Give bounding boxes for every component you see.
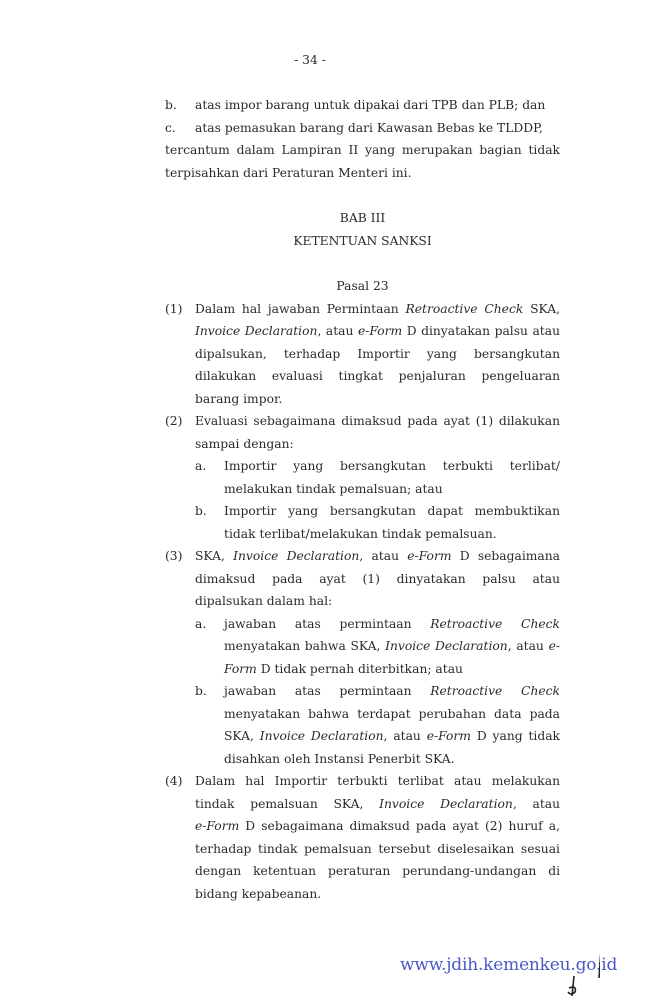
text-line [195,343,560,366]
clause-number: (2) [165,414,183,428]
text-segment: menyatakan bahwa SKA, [224,639,386,653]
italic-term: Form [224,661,257,676]
text-segment: barang impor. [195,391,283,406]
clause-number: (4) [165,774,183,788]
text-segment: Dalam hal jawaban Permintaan [195,301,406,316]
italic-term: Invoice Declaration [379,796,513,811]
clause-text [195,298,560,411]
text-line [224,613,560,636]
clause-text [224,455,560,500]
list-item-label: c. [165,120,176,135]
italic-term: Invoice Declaration [195,324,318,338]
text-line [224,725,560,748]
text-line [195,883,560,906]
clause-text [224,680,560,770]
text-segment: jawaban atas permintaan [224,616,431,631]
text-segment: dimaksud pada ayat (1) dinyatakan palsu atau [195,571,560,586]
text-line [195,838,560,861]
text-line [224,635,560,658]
clause-text [224,500,560,545]
text-segment: bidang kepabeanan. [195,886,322,901]
sub-item [195,613,560,681]
list-item-text: atas pemasukan barang dari Kawasan Bebas ke TLDDP, [195,120,543,135]
document-body [165,94,560,905]
italic-term: Invoice Declaration [259,729,384,743]
text-segment: tidak terlibat/melakukan tindak pemalsuan. [224,526,497,541]
text-segment: D yang tidak [470,729,560,743]
text-line [224,523,560,546]
text-segment: terhadap tindak pemalsuan tersebut diselesaikan sesuai [195,841,560,856]
clause [165,410,560,545]
text-line [195,410,560,433]
sub-item [195,680,560,770]
text-segment: disahkan oleh Instansi Penerbit SKA. [224,751,455,766]
text-segment: D dinyatakan palsu atau [402,324,560,338]
italic-term: Invoice Declaration [233,549,360,563]
text-segment: SKA, [224,729,260,743]
clause-text [224,613,560,681]
list-item-label: b. [165,98,177,112]
text-segment: dilakukan evaluasi tingkat penjaluran pengeluaran [195,369,560,383]
text-segment: , atau [512,796,561,811]
text-line [195,388,560,411]
text-segment: SKA, [523,301,560,316]
text-segment: SKA, [195,549,234,563]
text-line [195,568,560,591]
text-segment: , atau [383,729,427,743]
clause [165,298,560,411]
article-title: Pasal 23 [336,279,389,293]
text-line [195,320,560,343]
sub-item-label: b. [195,504,207,518]
text-segment: , atau [507,639,549,653]
text-segment: D sebagaimana [451,549,560,563]
text-segment: dipalsukan, terhadap Importir yang bersangkutan [195,346,560,361]
text-segment: Importir yang bersangkutan dapat membuktikan [224,504,560,518]
text-segment: tindak pemalsuan SKA, [195,796,380,811]
clause-number: (3) [165,549,183,563]
text-line [224,748,560,771]
sub-item-label: a. [195,459,207,473]
sub-item-label: a. [195,616,207,631]
chapter-number: BAB III [339,211,386,225]
text-segment: menyatakan bahwa terdapat perubahan data pada [224,706,560,721]
italic-term: Invoice Declaration [385,639,508,653]
italic-term: Retroactive Check [430,684,560,698]
text-segment: Importir yang bersangkutan terbukti terlibat/ [224,459,560,473]
clause-text [195,410,560,545]
list-item [165,117,560,140]
text-segment: dipalsukan dalam hal: [195,594,333,608]
text-segment: D sebagaimana dimaksud pada ayat (2) huruf a, [239,819,560,833]
text-segment: sampai dengan: [195,436,294,451]
closing-line: terpisahkan dari Peraturan Menteri ini. [165,165,412,180]
chapter-title: KETENTUAN SANKSI [293,233,432,248]
article-clauses [165,298,560,906]
sub-item-label: b. [195,684,207,698]
closing-line: tercantum dalam Lampiran II yang merupakan bagian tidak [165,143,560,157]
text-segment: , atau [317,324,358,338]
text-line [224,658,560,681]
text-line [195,433,560,456]
text-line [224,703,560,726]
clause-text [195,770,560,905]
text-segment: Dalam hal Importir terbukti terlibat atau melakukan [195,774,560,788]
text-line [195,793,560,816]
text-line [195,365,560,388]
clause-number: (1) [165,301,183,316]
text-line [195,860,560,883]
text-line [224,455,560,478]
sub-item [195,500,560,545]
text-line [224,478,560,501]
text-line [195,770,560,793]
italic-term: Retroactive Check [405,301,524,316]
text-segment: melakukan tindak pemalsuan; atau [224,481,443,496]
sub-item [195,455,560,500]
text-segment: dengan ketentuan peraturan perundang-undangan di [195,864,560,878]
text-line [224,500,560,523]
italic-term: e-Form [357,324,403,338]
text-line [195,545,560,568]
clause-text [195,545,560,770]
clause [165,545,560,770]
footer-url-link[interactable]: www.jdih.kemenkeu.go.id [400,955,618,975]
signature-initial-icon [560,948,600,1000]
italic-term: e-Form [195,819,240,833]
text-line [195,815,560,838]
text-segment: , atau [359,549,408,563]
text-line [224,680,560,703]
text-segment: jawaban atas permintaan [224,684,431,698]
italic-term: e-Form [407,549,452,563]
text-segment: D tidak pernah diterbitkan; atau [256,661,463,676]
text-line [195,590,560,613]
text-line [195,298,560,321]
page-number: - 34 - [294,53,326,67]
italic-term: Retroactive Check [430,616,560,631]
italic-term: e-Form [426,729,471,743]
list-item [165,94,560,117]
list-item-text: atas impor barang untuk dipakai dari TPB dan PLB; dan [195,98,546,112]
italic-term: e- [548,639,560,653]
clause [165,770,560,905]
text-segment: Evaluasi sebagaimana dimaksud pada ayat (1) dilakukan [195,414,560,428]
